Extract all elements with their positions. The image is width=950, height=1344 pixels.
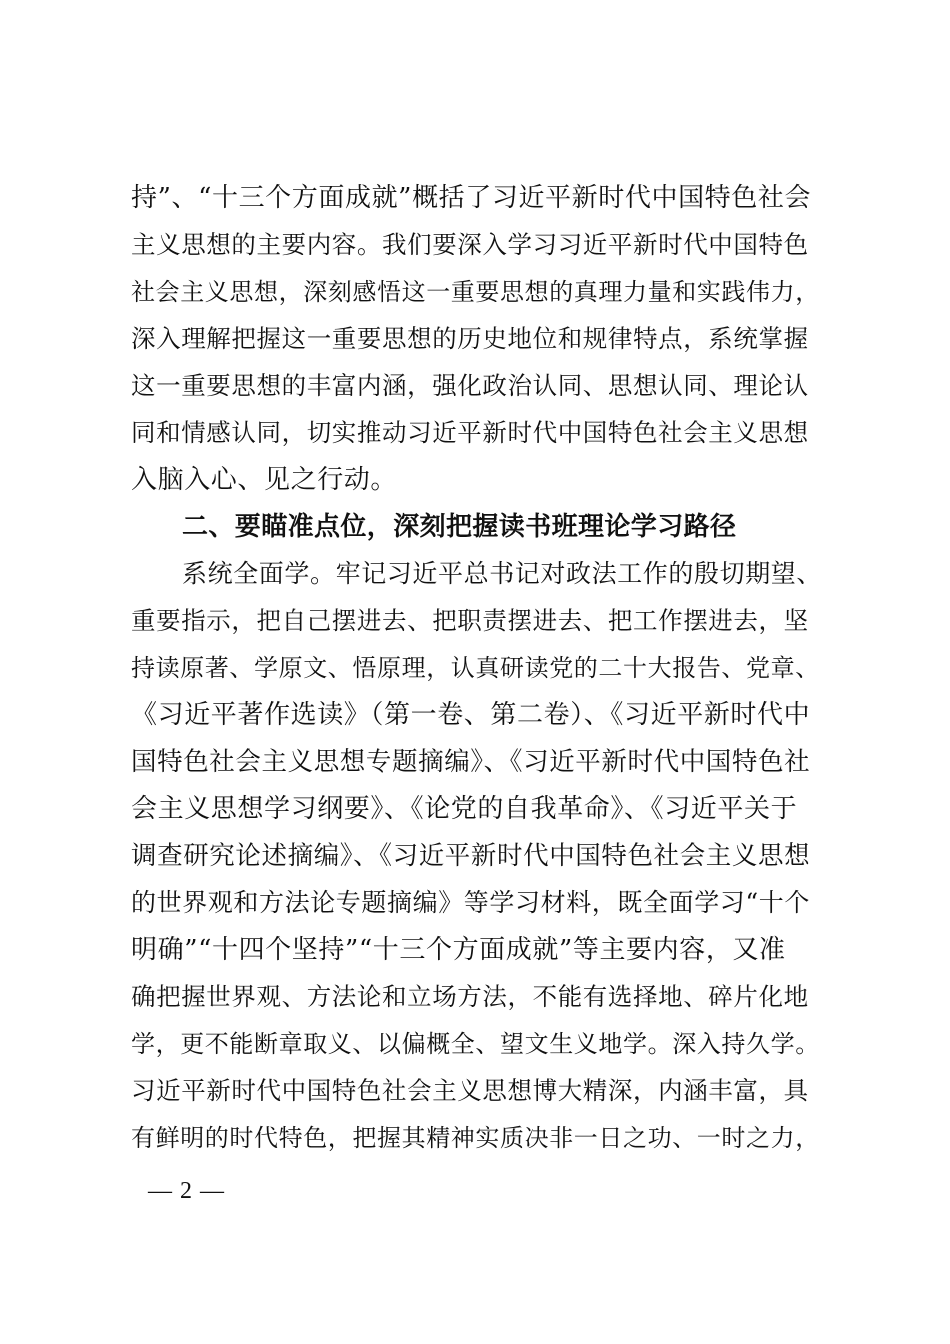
body-text-line: 的世界观和方法论专题摘编》等学习材料，既全面学习“十个 [131,888,810,917]
body-text-line: 重要指示，把自己摆进去、把职责摆进去、把工作摆进去，坚 [131,606,809,635]
section-heading: 二、要瞄准点位，深刻把握读书班理论学习路径 [182,512,737,542]
body-text-line: 学，更不能断章取义、以偏概全、望文生义地学。深入持久学。 [131,1030,820,1058]
page-number: — 2 — [148,1178,225,1204]
body-text-line: 调查研究论述摘编》、《习近平新时代中国特色社会主义思想 [131,841,811,871]
body-text-line: 持读原著、学原文、悟原理，认真研读党的二十大报告、党章、 [131,654,820,682]
body-text-line: 这一重要思想的丰富内涵，强化政治认同、思想认同、理论认 [131,371,809,400]
body-text-line: 习近平新时代中国特色社会主义思想博大精深，内涵丰富，具 [131,1076,809,1105]
body-text-line: 会主义思想学习纲要》、《论党的自我革命》、《习近平关于 [131,794,798,824]
body-text-line: 入脑入心、见之行动。 [131,465,398,495]
body-text-line: 有鲜明的时代特色，把握其精神实质决非一日之功、一时之力， [131,1124,820,1152]
body-text-line: 持”、“十三个方面成就”概括了习近平新时代中国特色社会 [131,183,812,213]
body-text-line: 国特色社会主义思想专题摘编》、《习近平新时代中国特色社 [131,747,811,777]
body-text-line: 确把握世界观、方法论和立场方法，不能有选择地、碎片化地 [131,982,809,1011]
body-text-line: 深入理解把握这一重要思想的历史地位和规律特点，系统掌握 [131,324,809,353]
body-text-line: 《习近平著作选读》（第一卷、第二卷）、《习近平新时代中 [131,700,811,730]
body-text-line: 系统全面学。牢记习近平总书记对政法工作的殷切期望、 [182,559,823,588]
body-text-line: 同和情感认同，切实推动习近平新时代中国特色社会主义思想 [131,418,809,447]
body-text-line: 主义思想的主要内容。我们要深入学习习近平新时代中国特色 [131,230,809,259]
body-text-line: 明确”“十四个坚持”“十三个方面成就”等主要内容，又准 [131,935,786,965]
body-text-line: 社会主义思想，深刻感悟这一重要思想的真理力量和实践伟力， [131,278,820,306]
